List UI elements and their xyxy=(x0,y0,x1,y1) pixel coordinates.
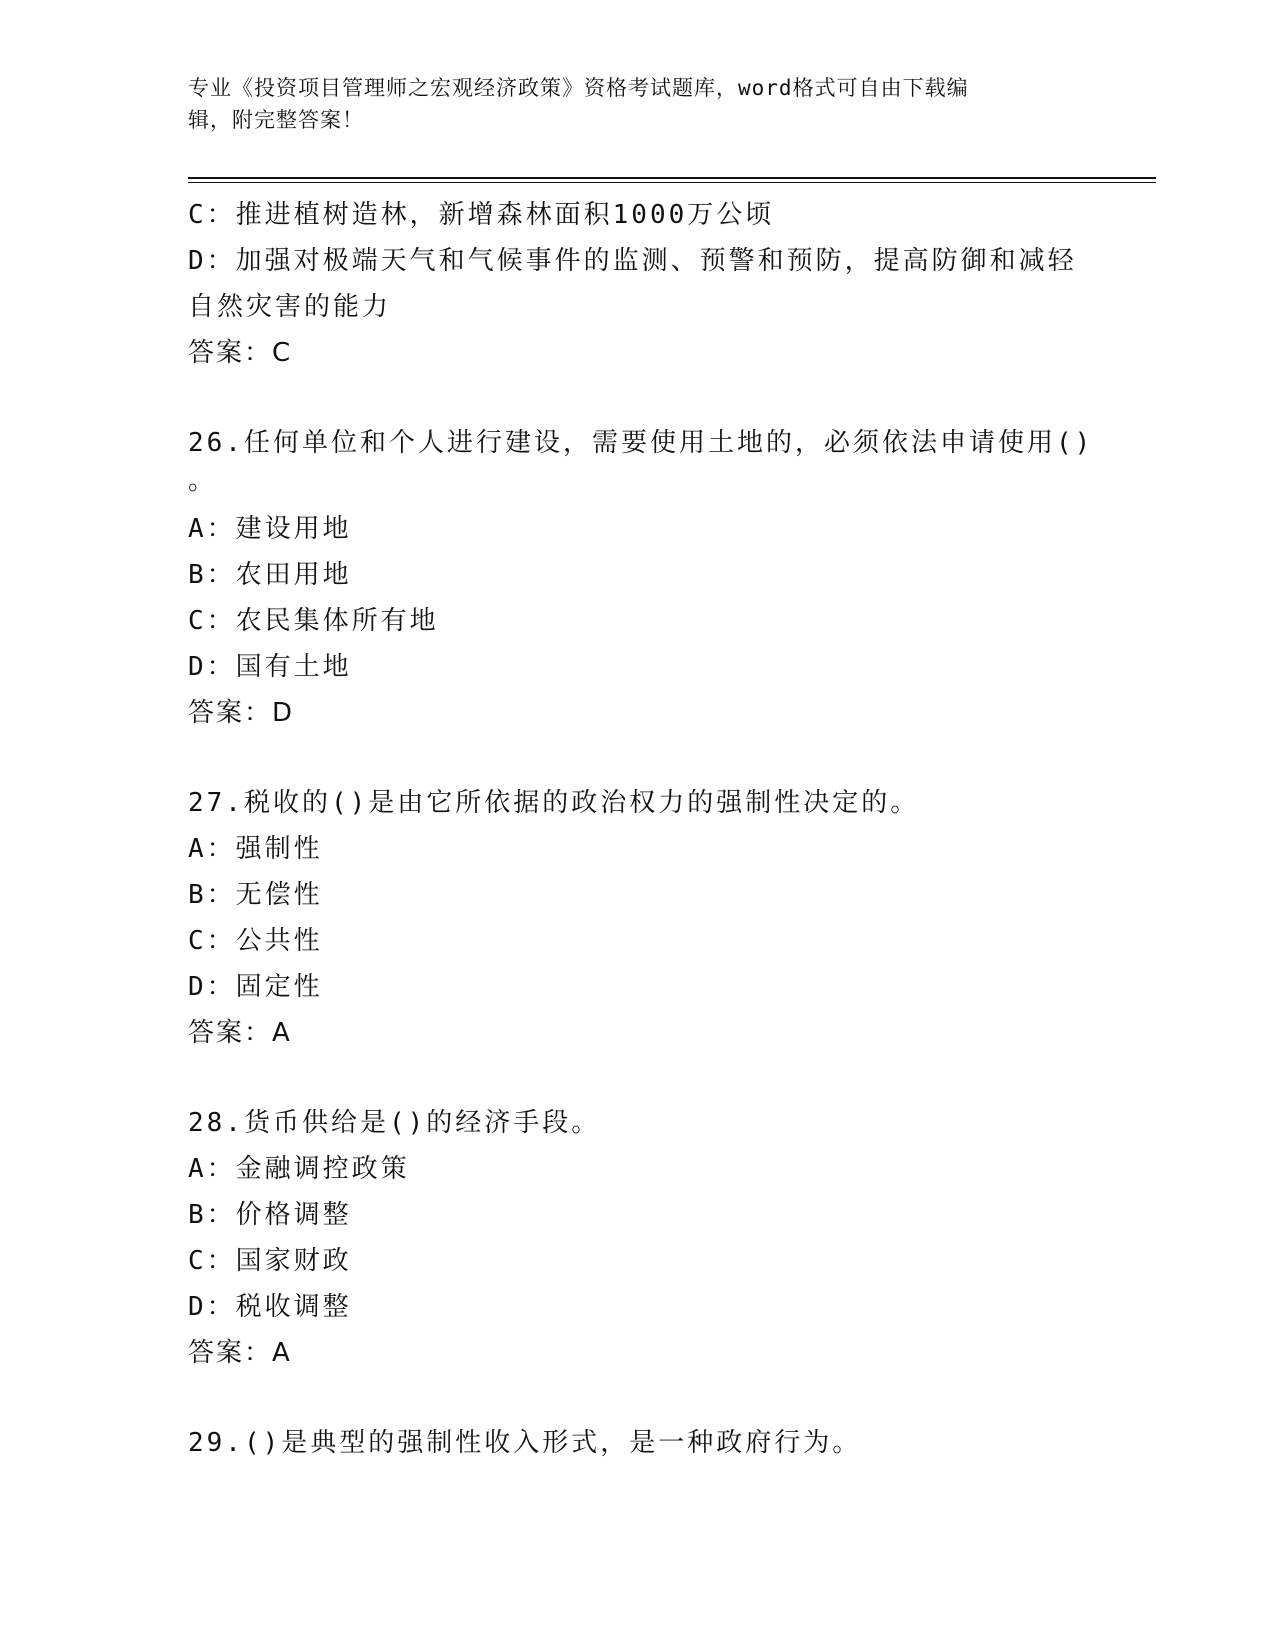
header-line-1: 专业《投资项目管理师之宏观经济政策》资格考试题库，word格式可自由下载编 xyxy=(188,76,969,100)
question-25-continued xyxy=(188,192,1088,376)
option-c: C：农民集体所有地 xyxy=(188,606,439,636)
question-28 xyxy=(188,1100,1088,1376)
option-d-continued: 自然灾害的能力 xyxy=(188,292,392,322)
document-header xyxy=(188,72,1068,136)
header-divider-thin xyxy=(188,182,1156,183)
option-b: B：无偿性 xyxy=(188,880,323,910)
question-stem: 28.货币供给是()的经济手段。 xyxy=(188,1108,601,1138)
option-a: A：金融调控政策 xyxy=(188,1154,410,1184)
option-d: D：国有土地 xyxy=(188,652,352,682)
question-stem: 26.任何单位和个人进行建设，需要使用土地的，必须依法申请使用() xyxy=(188,428,1094,458)
option-b: B：价格调整 xyxy=(188,1200,352,1230)
option-d: D：税收调整 xyxy=(188,1292,352,1322)
question-29 xyxy=(188,1420,1088,1466)
option-a: A：建设用地 xyxy=(188,514,352,544)
answer: 答案：D xyxy=(188,698,295,728)
option-a: A：强制性 xyxy=(188,834,323,864)
option-c: C：国家财政 xyxy=(188,1246,352,1276)
option-c: C：推进植树造林，新增森林面积1000万公顷 xyxy=(188,200,775,230)
header-line-2: 辑，附完整答案！ xyxy=(188,108,364,132)
option-b: B：农田用地 xyxy=(188,560,352,590)
question-stem-tail: 。 xyxy=(188,466,218,496)
answer: 答案：A xyxy=(188,1018,292,1048)
answer: 答案：A xyxy=(188,1338,292,1368)
question-26 xyxy=(188,420,1094,736)
option-d: D：固定性 xyxy=(188,972,323,1002)
option-d: D：加强对极端天气和气候事件的监测、预警和预防，提高防御和减轻 xyxy=(188,246,1077,276)
question-stem: 27.税收的()是由它所依据的政治权力的强制性决定的。 xyxy=(188,788,920,818)
question-stem: 29.()是典型的强制性收入形式，是一种政府行为。 xyxy=(188,1428,862,1458)
header-divider-thick xyxy=(188,177,1156,179)
option-c: C：公共性 xyxy=(188,926,323,956)
answer: 答案：C xyxy=(188,338,293,368)
question-list xyxy=(188,192,1094,1466)
question-27 xyxy=(188,780,1088,1056)
